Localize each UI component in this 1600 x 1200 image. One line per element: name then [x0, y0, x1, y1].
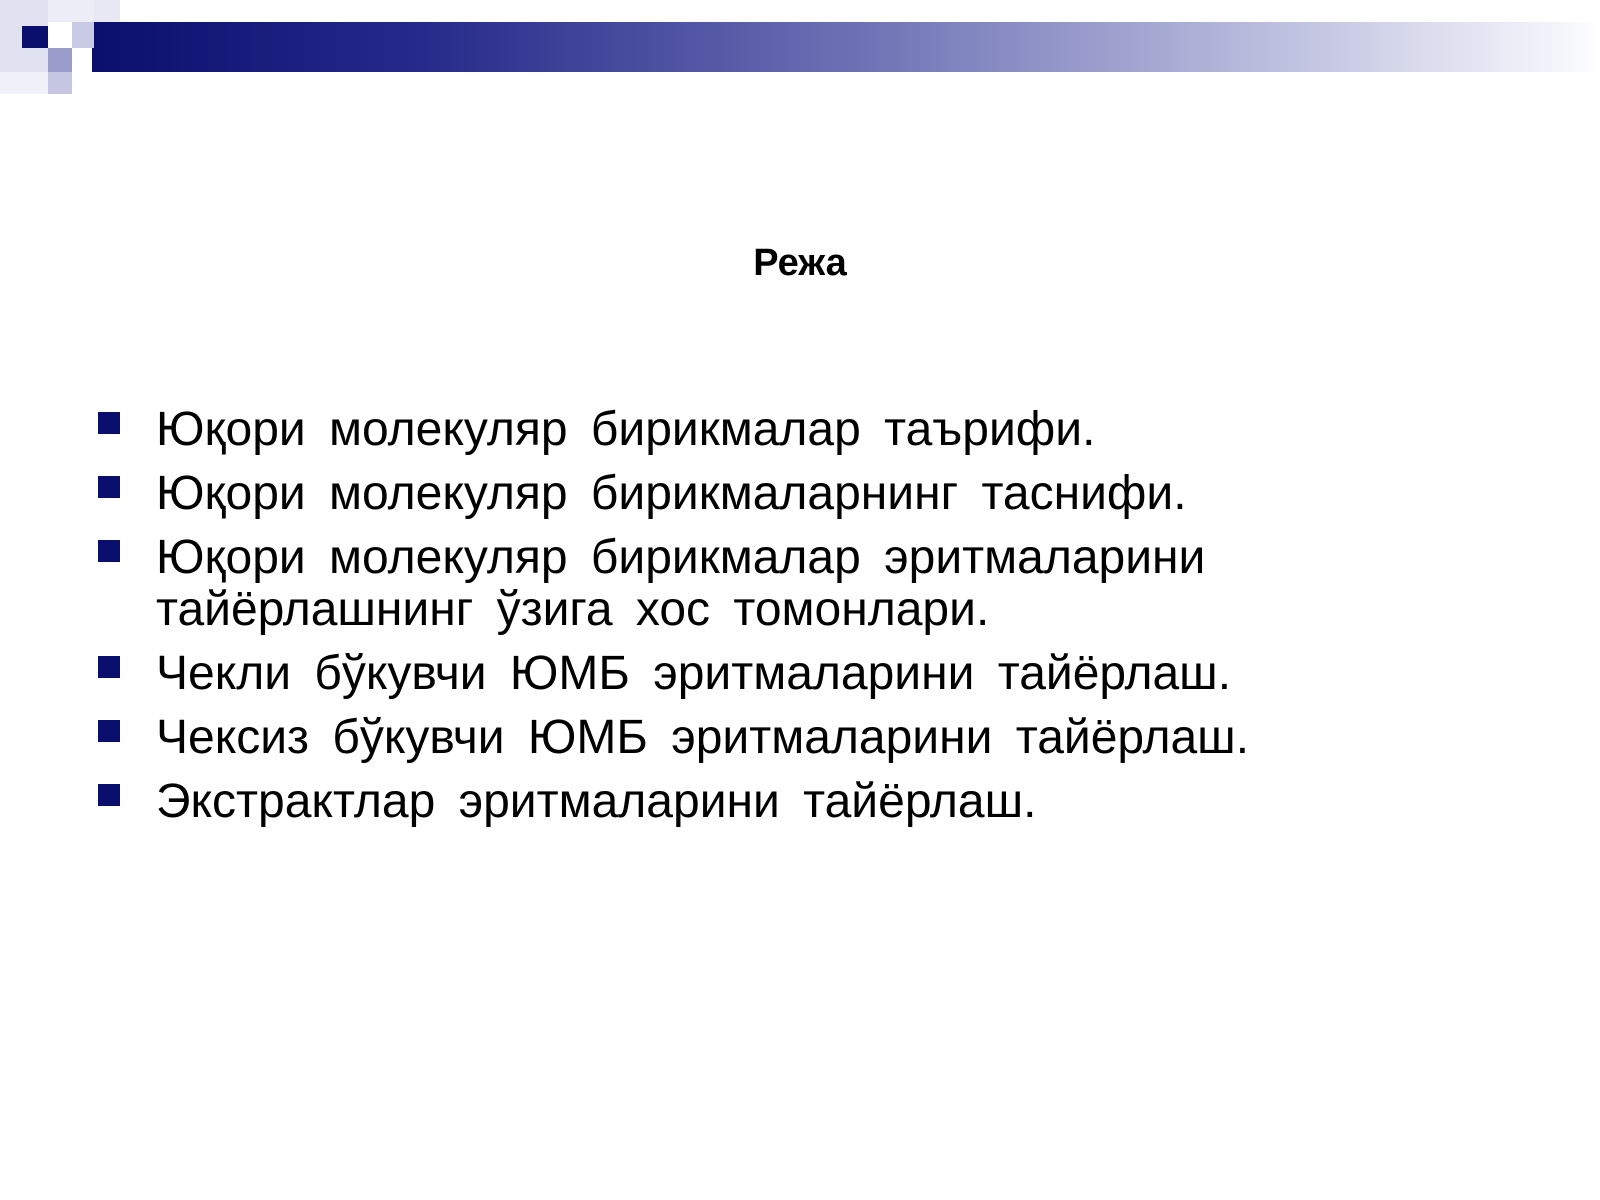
slide-title: Режа	[753, 242, 847, 284]
plan-item-text: Юқори молекуляр бирикмаларнинг таснифи.	[156, 467, 1187, 520]
header-gradient-band	[92, 22, 1600, 72]
plan-item-text: Юқори молекуляр бирикмалар эритмаларини тайёрлашнинг ўзига хос томонлари.	[156, 531, 1206, 636]
square-bullet-icon	[98, 412, 120, 434]
decorative-square	[48, 48, 72, 72]
decorative-square	[22, 26, 48, 48]
square-bullet-icon	[98, 784, 120, 806]
plan-item	[98, 532, 1518, 636]
plan-item	[98, 776, 1518, 828]
plan-item	[98, 648, 1518, 700]
decorative-square	[48, 72, 72, 94]
decorative-square	[0, 72, 48, 94]
plan-item-text: Чексиз бўкувчи ЮМБ эритмаларини тайёрлаш.	[156, 711, 1250, 764]
plan-item-text: Юқори молекуляр бирикмалар таърифи.	[156, 403, 1096, 456]
square-bullet-icon	[98, 720, 120, 742]
square-bullet-icon	[98, 540, 120, 562]
plan-item-text: Экстрактлар эритмаларини тайёрлаш.	[156, 775, 1037, 828]
decorative-square	[94, 0, 120, 22]
square-bullet-icon	[98, 476, 120, 498]
decorative-square	[48, 0, 94, 22]
plan-item	[98, 712, 1518, 764]
square-bullet-icon	[98, 656, 120, 678]
plan-item	[98, 404, 1518, 456]
decorative-square	[72, 22, 94, 48]
plan-list	[98, 404, 1518, 840]
plan-item	[98, 468, 1518, 520]
plan-item-text: Чекли бўкувчи ЮМБ эритмаларини тайёрлаш.	[156, 647, 1232, 700]
